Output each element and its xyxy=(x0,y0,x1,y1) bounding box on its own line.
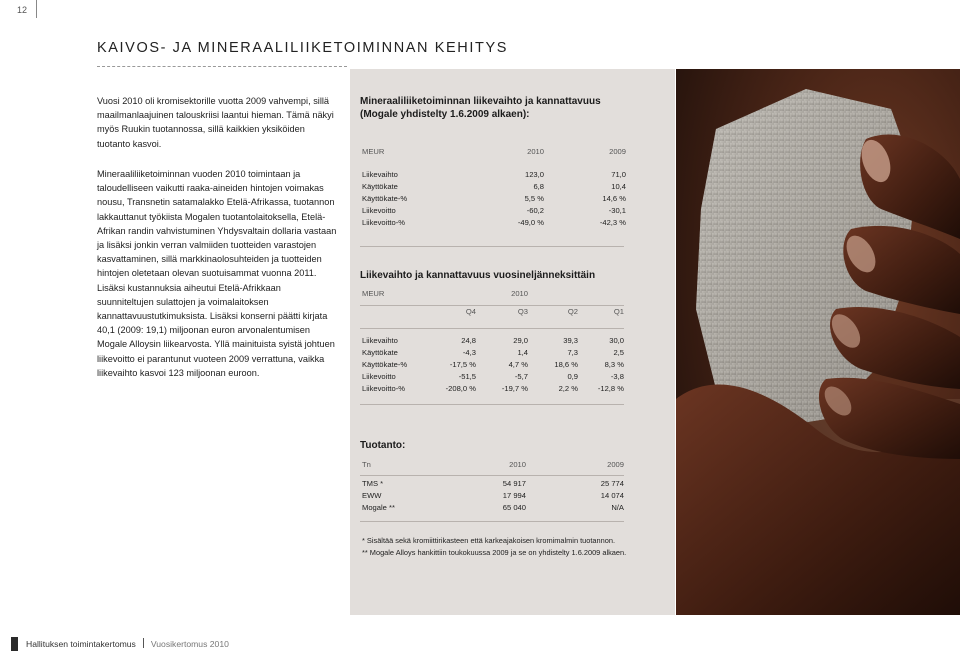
header-cell: MEUR xyxy=(362,147,385,156)
row-label: Liikevoitto xyxy=(362,206,396,215)
table-cell: 2,2 % xyxy=(558,384,578,393)
table-row xyxy=(362,490,624,502)
row-label: Käyttökate-% xyxy=(362,194,408,203)
header-cell: Tn xyxy=(362,460,371,469)
table-cell: 39,3 xyxy=(563,336,578,345)
table-cell: 14 074 xyxy=(600,491,624,500)
table2-bottom-rule xyxy=(360,404,624,405)
table-cell: 4,7 % xyxy=(508,360,528,369)
row-label: Liikevaihto xyxy=(362,170,398,179)
table-cell: -42,3 % xyxy=(599,218,626,227)
table-cell: 30,0 xyxy=(609,336,624,345)
table-cell: 17 994 xyxy=(502,491,526,500)
table-cell: 65 040 xyxy=(502,503,526,512)
row-label: Mogale ** xyxy=(362,503,395,512)
table-cell: -17,5 % xyxy=(449,360,476,369)
table-cell: N/A xyxy=(611,503,624,512)
row-label: Liikevoitto xyxy=(362,372,396,381)
table-cell: -19,7 % xyxy=(501,384,528,393)
footer-divider xyxy=(143,638,144,648)
row-label: TMS * xyxy=(362,479,384,488)
table3-header-rule xyxy=(360,475,624,476)
quarter-header: Q4 xyxy=(465,307,476,316)
hand-with-rock-image xyxy=(676,69,960,615)
table-cell: 5,5 % xyxy=(524,194,544,203)
table-cell: 14,6 % xyxy=(602,194,626,203)
table-cell: 6,8 xyxy=(533,182,544,191)
table2-title: Liikevaihto ja kannattavuus vuosineljänneksittäin xyxy=(360,270,596,281)
header-cell: 2009 xyxy=(609,147,626,156)
unit-cell: MEUR xyxy=(362,289,385,298)
row-label: Käyttökate xyxy=(362,348,398,357)
chromite-rock-photo xyxy=(676,69,960,615)
footer-section-link[interactable]: Hallituksen toimintakertomus xyxy=(26,639,136,649)
table-row xyxy=(362,383,624,395)
table-cell: -60,2 xyxy=(526,206,544,215)
table-cell: -51,5 xyxy=(458,372,476,381)
table2-header-rule xyxy=(360,305,624,306)
page-number: 12 xyxy=(17,5,28,15)
footer-document-link[interactable]: Vuosikertomus 2010 xyxy=(150,639,229,649)
table-cell: 18,6 % xyxy=(554,360,578,369)
table-row xyxy=(362,371,624,383)
footnote: ** Mogale Alloys hankittiin toukokuussa 2009 ja se on yhdistelty 1.6.2009 alkaen. xyxy=(362,548,627,557)
row-label: Liikevoitto-% xyxy=(362,384,406,393)
table-cell: -3,8 xyxy=(610,372,624,381)
main-paragraph xyxy=(97,167,337,380)
row-label: Käyttökate-% xyxy=(362,360,408,369)
row-label: Liikevaihto xyxy=(362,336,398,345)
table-row xyxy=(362,359,624,371)
table-cell: 29,0 xyxy=(513,336,528,345)
table-cell: 2,5 xyxy=(613,348,624,357)
header-cell: 2010 xyxy=(509,460,526,469)
table-cell: 0,9 xyxy=(567,372,578,381)
table-row xyxy=(362,181,626,193)
table-row xyxy=(362,347,624,359)
table-cell: 1,4 xyxy=(517,348,528,357)
quarter-header: Q3 xyxy=(517,307,528,316)
table-row xyxy=(362,217,626,229)
table-cell: 71,0 xyxy=(611,170,626,179)
table-cell: -4,3 xyxy=(462,348,476,357)
table-header-row xyxy=(362,288,624,300)
table2-quarter-rule xyxy=(360,328,624,329)
quarter-header: Q2 xyxy=(567,307,578,316)
footnotes xyxy=(362,535,626,559)
table-row xyxy=(362,193,626,205)
header-cell: 2010 xyxy=(527,147,544,156)
table-cell: 10,4 xyxy=(611,182,626,191)
table1-bottom-rule xyxy=(360,246,624,247)
table1-title xyxy=(360,95,601,121)
table-cell: -49,0 % xyxy=(517,218,544,227)
quarter-header-row xyxy=(362,306,624,318)
table3-title: Tuotanto: xyxy=(360,440,406,451)
table-cell: -12,8 % xyxy=(597,384,624,393)
footnote: * Sisältää sekä kromiittirikasteen että karkeajakoisen kromimalmin tuotannon. xyxy=(362,536,616,545)
table-row xyxy=(362,335,624,347)
table1-title-line2: (Mogale yhdistelty 1.6.2009 alkaen): xyxy=(360,109,530,120)
table-cell: -30,1 xyxy=(608,206,626,215)
header-cell: 2009 xyxy=(607,460,624,469)
table-header-row xyxy=(362,146,626,158)
table-cell: 25 774 xyxy=(600,479,624,488)
footer xyxy=(26,638,229,649)
table-cell: -5,7 xyxy=(514,372,528,381)
title-dashed-rule xyxy=(97,66,347,67)
row-label: Liikevoitto-% xyxy=(362,218,406,227)
table-cell: 24,8 xyxy=(461,336,476,345)
year-cell: 2010 xyxy=(511,289,528,298)
table-header-row xyxy=(362,459,624,471)
table1-title-line1: Mineraaliliiketoiminnan liikevaihto ja kannattavuus xyxy=(360,96,601,107)
table3-bottom-rule xyxy=(360,521,624,522)
row-label: EWW xyxy=(362,491,382,500)
revenue-profitability-table xyxy=(362,146,626,229)
table-cell: -208,0 % xyxy=(445,384,476,393)
table-cell: 7,3 xyxy=(567,348,578,357)
table-cell: 54 917 xyxy=(502,479,526,488)
table-row xyxy=(362,502,624,514)
intro-paragraph xyxy=(97,94,337,151)
page-number-divider xyxy=(36,0,37,18)
quarter-header: Q1 xyxy=(613,307,624,316)
table-row xyxy=(362,169,626,181)
production-table xyxy=(362,459,624,514)
table-cell: 8,3 % xyxy=(604,360,624,369)
page-title: KAIVOS- JA MINERAALILIIKETOIMINNAN KEHITYS xyxy=(97,40,508,56)
table-row xyxy=(362,478,624,490)
paragraph-2: Mineraaliliiketoiminnan vuoden 2010 toimintaan ja taloudelliseen vaikutti raaka-aineiden hintojen voimakas nousu, Transnetin satamalakko Etelä-Afrikassa, tuotannon lakkauttanut työkiista Mogalen tuotantolaitoksella, Etelä-Afrikan randin vahvistuminen Yhdysvaltain dollaria vastaan ja lisäksi jonkin verran valmiiden tuotteiden varastojen kasvattaminen, sillä markkinaolosuhteiden ja tuotteiden hintojen oletetaan olevan suotuisammat vuonna 2011. Lisäksi kustannuksia aiheutui Etelä-Afrikkaan suunniteltujen sulattojen ja voimalaitoksen kannattavuustutkimuksista. Lisäksi konserni päätti kirjata 40,1 (2009: 19,1) miljoonan euron arvonalentumisen Mogale Alloysin liikearvosta. Yllä mainituista syistä johtuen liikevoitto ei parantunut vuoteen 2009 verrattuna, vaikka liikevaihto kasvoi 123 miljoonan euroon. xyxy=(97,169,337,378)
footer-square-marker xyxy=(11,637,18,651)
table-row xyxy=(362,205,626,217)
paragraph-1: Vuosi 2010 oli kromisektorille vuotta 2009 vahvempi, sillä maailmanlaajuinen talouskriisi laantui hieman. Tämä näkyi myös Ruukin tuotannossa, sillä kaikkien yksiköiden tuotanto kasvoi. xyxy=(97,96,334,149)
row-label: Käyttökate xyxy=(362,182,398,191)
table-cell: 123,0 xyxy=(524,170,544,179)
